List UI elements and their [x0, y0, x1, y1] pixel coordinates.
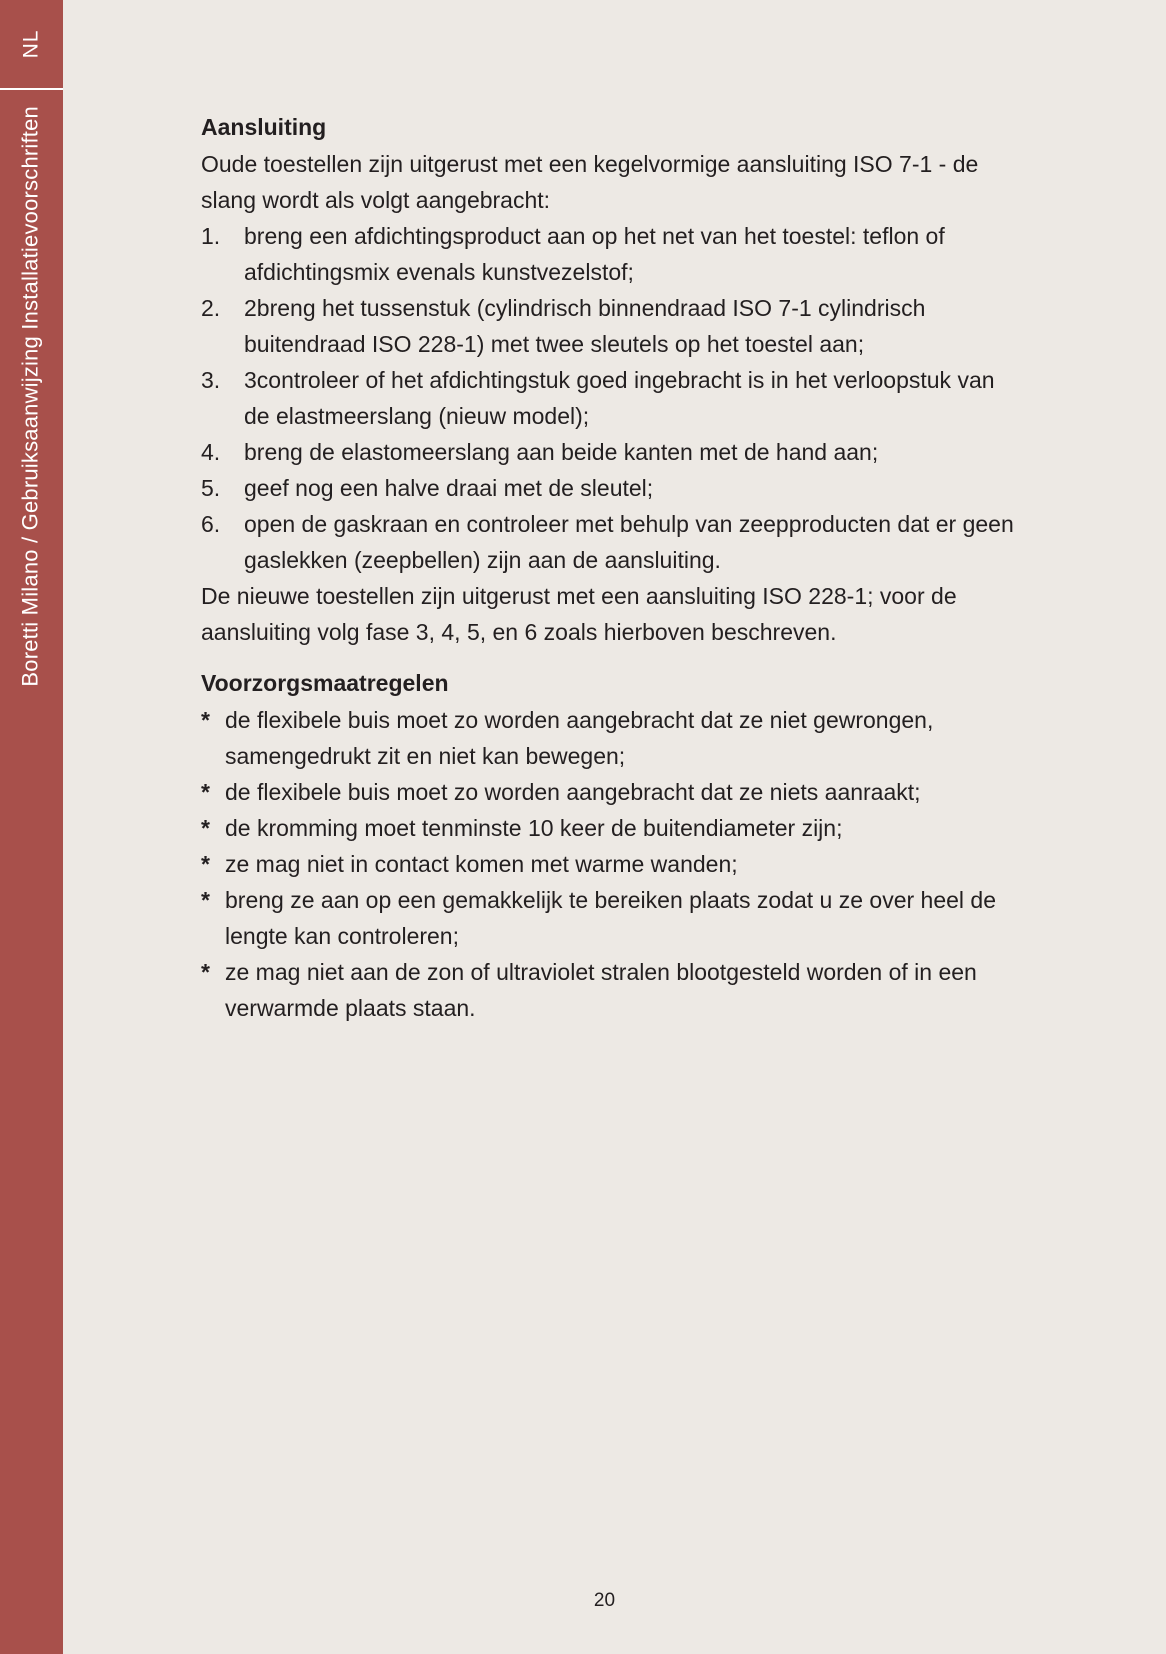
asterisk-icon: *: [201, 707, 210, 733]
section-spacer: [201, 650, 1021, 664]
step-number: 5.: [201, 475, 221, 501]
step-text: open de gaskraan en controleer met behulp van zeepproducten dat er geen gaslekken (zeepbellen) zijn aan de aansluiting.: [244, 511, 1014, 573]
precaution-text: ze mag niet aan de zon of ultraviolet stralen blootgesteld worden of in een verwarmde plaats staan.: [225, 959, 977, 1021]
precaution-text: breng ze aan op een gemakkelijk te bereiken plaats zodat u ze over heel de lengte kan controleren;: [225, 887, 997, 949]
document-title: Boretti Milano / Gebruiksaanwijzing Installatievoorschriften: [18, 106, 43, 687]
step-number: 6.: [201, 511, 221, 537]
list-item: [201, 506, 1021, 578]
sidebar: [0, 0, 63, 1654]
connection-outro: De nieuwe toestellen zijn uitgerust met een aansluiting ISO 228-1; voor de aansluiting volg fase 3, 4, 5, en 6 zoals hierboven beschreven.: [201, 583, 957, 645]
connection-section: [201, 108, 1021, 650]
precautions-section: [201, 664, 1021, 1026]
precaution-text: de flexibele buis moet zo worden aangebracht dat ze niet gewrongen, samengedrukt zit en niet kan bewegen;: [225, 707, 934, 769]
step-number: 1.: [201, 223, 221, 249]
step-text: 3controleer of het afdichtingstuk goed ingebracht is in het verloopstuk van de elastmeerslang (nieuw model);: [244, 367, 995, 429]
sidebar-divider: [0, 88, 63, 90]
step-number: 2.: [201, 295, 221, 321]
list-item: [201, 290, 1021, 362]
list-item: [201, 954, 1021, 1026]
precaution-text: ze mag niet in contact komen met warme wanden;: [225, 851, 738, 877]
step-number: 4.: [201, 439, 221, 465]
step-text: breng de elastomeerslang aan beide kanten met de hand aan;: [244, 439, 879, 465]
page-content: [201, 108, 1021, 1026]
list-item: [201, 470, 1021, 506]
language-label: NL: [19, 29, 43, 59]
list-item: [201, 846, 1021, 882]
precautions-heading: Voorzorgsmaatregelen: [201, 670, 449, 696]
asterisk-icon: *: [201, 887, 210, 913]
language-tab: [0, 0, 63, 88]
list-item: [201, 702, 1021, 774]
connection-steps: [201, 218, 1021, 578]
list-item: [201, 434, 1021, 470]
asterisk-icon: *: [201, 815, 210, 841]
asterisk-icon: *: [201, 851, 210, 877]
step-text: 2breng het tussenstuk (cylindrisch binnendraad ISO 7-1 cylindrisch buitendraad ISO 228-1) met twee sleutels op het toestel aan;: [244, 295, 926, 357]
precautions-list: [201, 702, 1021, 1026]
list-item: [201, 810, 1021, 846]
list-item: [201, 882, 1021, 954]
asterisk-icon: *: [201, 779, 210, 805]
precaution-text: de flexibele buis moet zo worden aangebracht dat ze niets aanraakt;: [225, 779, 921, 805]
list-item: [201, 218, 1021, 290]
list-item: [201, 362, 1021, 434]
step-number: 3.: [201, 367, 221, 393]
page-number: 20: [593, 1590, 616, 1611]
step-text: geef nog een halve draai met de sleutel;: [244, 475, 654, 501]
list-item: [201, 774, 1021, 810]
step-text: breng een afdichtingsproduct aan op het net van het toestel: teflon of afdichtingsmix evenals kunstvezelstof;: [244, 223, 945, 285]
connection-heading: Aansluiting: [201, 114, 327, 140]
asterisk-icon: *: [201, 959, 210, 985]
connection-intro: Oude toestellen zijn uitgerust met een kegelvormige aansluiting ISO 7-1 - de slang wordt als volgt aangebracht:: [201, 151, 979, 213]
precaution-text: de kromming moet tenminste 10 keer de buitendiameter zijn;: [225, 815, 843, 841]
